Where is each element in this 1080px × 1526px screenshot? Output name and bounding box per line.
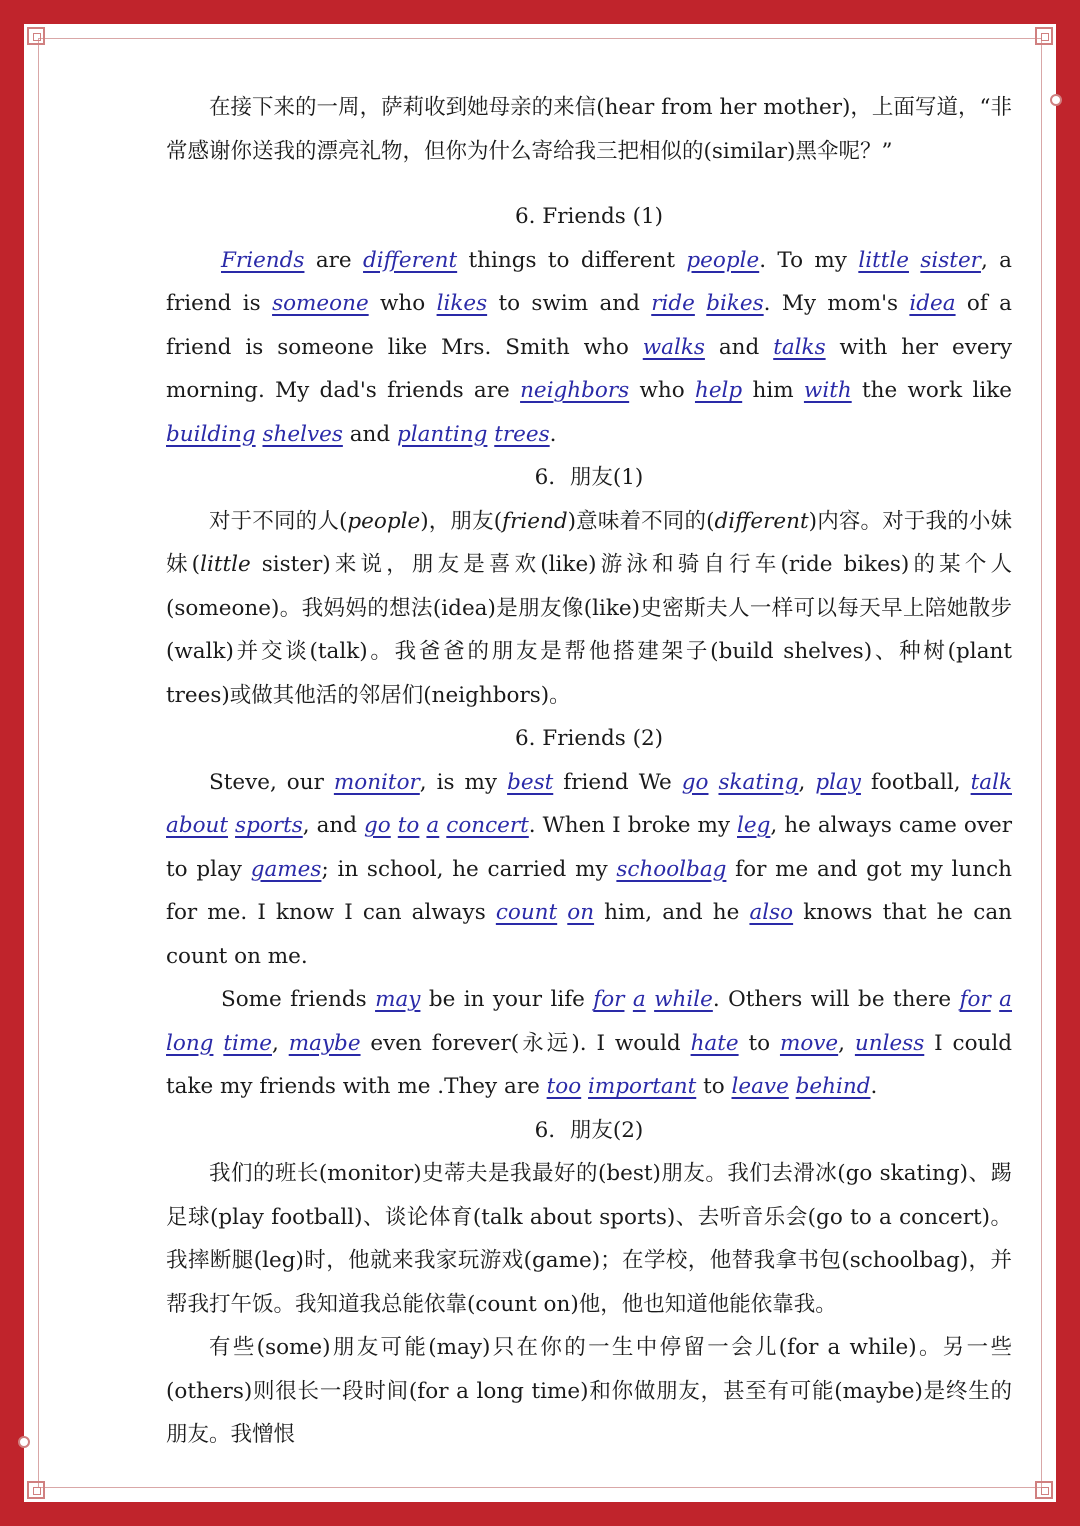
- keyword: on: [567, 900, 595, 925]
- corner-ornament-icon: [27, 27, 45, 45]
- keyword: maybe: [288, 1030, 361, 1056]
- keyword: behind: [795, 1074, 871, 1099]
- keyword: while: [654, 987, 713, 1012]
- corner-ornament-icon: [1035, 27, 1053, 45]
- keyword: unless: [854, 1030, 925, 1056]
- keyword: concert: [446, 813, 529, 838]
- keyword: ride: [651, 291, 695, 316]
- keyword: leg: [737, 813, 771, 838]
- keyword: a: [999, 987, 1012, 1012]
- keyword: schoolbag: [616, 856, 727, 882]
- text-run: 黑伞呢？”: [795, 138, 893, 164]
- keyword: likes: [436, 291, 488, 316]
- friends2-paragraph2-cn: 有些(some)朋友可能(may)只在你的一生中停留一会儿(for a while)。另一些(others)则很长一段时间(for a long time)和你做朋友，甚至有可能(maybe)是终生的朋友。我憎恨: [166, 1335, 1012, 1447]
- keyword: about: [166, 813, 229, 838]
- keyword: go: [681, 769, 709, 795]
- keyword: may: [375, 987, 421, 1012]
- section-heading-cn: 6．朋友(2): [534, 1117, 644, 1143]
- keyword: talk: [970, 769, 1012, 795]
- friends1-paragraph-en: Friends are different things to different people. To my little sister, a friend is someone who likes to swim and ride bikes. My mom's idea of a friend is someone like Mrs. Smith who walks and talks with her every morning. My dad's friends are neighbors who help him with the work like building shelves and planting trees.: [166, 247, 1013, 447]
- keyword: Friends: [221, 247, 305, 273]
- text-run: 在接下来的一周，萨莉收到她母亲的来信: [209, 95, 597, 120]
- friends2-paragraph1-en: Steve, our monitor, is my best friend We go skating, play football, talk about sports, and go to a concert. When I broke my leg, he always came over to play games; in school, he carried my schoolbag for me and got my lunch for me. I know I can always count on him, and he also knows that he can count on me.: [166, 769, 1013, 969]
- friends2-paragraph2-en: Some friends may be in your life for a while. Others will be there for a long time, maybe even forever(永远). I would hate to move, unless I could take my friends with me .They are too important to leave behind.: [166, 987, 1013, 1099]
- keyword: bikes: [706, 291, 764, 316]
- keyword: for: [593, 987, 625, 1012]
- section-heading: 6. Friends (1): [514, 204, 664, 229]
- keyword: monitor: [333, 769, 420, 795]
- keyword: planting: [396, 421, 488, 447]
- keyword: sister: [920, 247, 981, 273]
- text-run: (hear from her mother): [596, 95, 851, 120]
- keyword: too: [546, 1074, 582, 1099]
- keyword: building: [166, 421, 256, 447]
- document-content: [166, 86, 1012, 1457]
- keyword: also: [749, 900, 794, 925]
- keyword: go: [364, 813, 391, 838]
- section-heading: 6. Friends (2): [514, 726, 664, 751]
- keyword: help: [694, 378, 743, 403]
- keyword: important: [588, 1074, 697, 1099]
- corner-ornament-icon: [1035, 1481, 1053, 1499]
- keyword: someone: [272, 291, 369, 316]
- page-paper: [24, 24, 1056, 1502]
- keyword: sports: [235, 813, 303, 838]
- keyword: leave: [731, 1074, 789, 1099]
- intro-paragraph-cn: [166, 86, 1012, 173]
- border-knob-icon: [18, 1436, 30, 1448]
- keyword: games: [250, 856, 322, 882]
- friends2-paragraph1-cn: 我们的班长(monitor)史蒂夫是我最好的(best)朋友。我们去滑冰(go skating)、踢足球(play football)、谈论体育(talk about sports)、去听音乐会(go to a concert)。我摔断腿(leg)时，他就来我家玩游戏(game)；在学校，他替我拿书包(schoolbag)，并帮我打午饭。我知道我总能依靠(count on)他，他也知道他能依靠我。: [166, 1161, 1012, 1317]
- border-knob-icon: [1050, 94, 1062, 106]
- keyword: trees: [494, 421, 550, 447]
- keyword: idea: [909, 291, 956, 316]
- keyword: talks: [773, 334, 826, 360]
- italic-word: different: [714, 508, 809, 534]
- keyword: count: [495, 900, 558, 925]
- corner-ornament-icon: [27, 1481, 45, 1499]
- keyword: with: [803, 378, 852, 403]
- friends1-paragraph-cn: 对于不同的人(people)，朋友(friend)意味着不同的(different)内容。对于我的小妹妹(little sister)来说，朋友是喜欢(like)游泳和骑自行车(ride bikes)的某个人(someone)。我妈妈的想法(idea)是朋友像(like)史密斯夫人一样可以每天早上陪她散步(walk)并交谈(talk)。我爸爸的朋友是帮他搭建架子(build shelves)、种树(plant trees)或做其他活的邻居们(neighbors)。: [166, 508, 1013, 708]
- section-heading-cn: 6．朋友(1): [534, 465, 644, 490]
- keyword: to: [397, 813, 420, 838]
- keyword: skating: [718, 769, 799, 795]
- keyword: people: [686, 247, 760, 273]
- keyword: hate: [690, 1030, 739, 1056]
- keyword: for: [959, 987, 991, 1012]
- keyword: different: [363, 247, 458, 273]
- text-run: ，上面写道，“非常感谢你送我的漂亮礼物，但你为什么寄给我三把相似的: [166, 95, 1012, 164]
- keyword: move: [779, 1030, 839, 1056]
- keyword: walks: [642, 334, 705, 360]
- keyword: shelves: [262, 421, 343, 447]
- keyword: a: [632, 987, 646, 1012]
- italic-word: friend: [502, 508, 568, 534]
- keyword: little: [858, 247, 909, 273]
- keyword: play: [815, 769, 861, 795]
- italic-word: little: [200, 552, 251, 577]
- keyword: neighbors: [520, 378, 630, 403]
- keyword: long: [166, 1030, 214, 1056]
- keyword: a: [426, 813, 440, 838]
- keyword: time: [223, 1030, 272, 1056]
- text-run: (similar): [703, 138, 796, 164]
- italic-word: people: [347, 508, 421, 534]
- keyword: best: [507, 769, 554, 795]
